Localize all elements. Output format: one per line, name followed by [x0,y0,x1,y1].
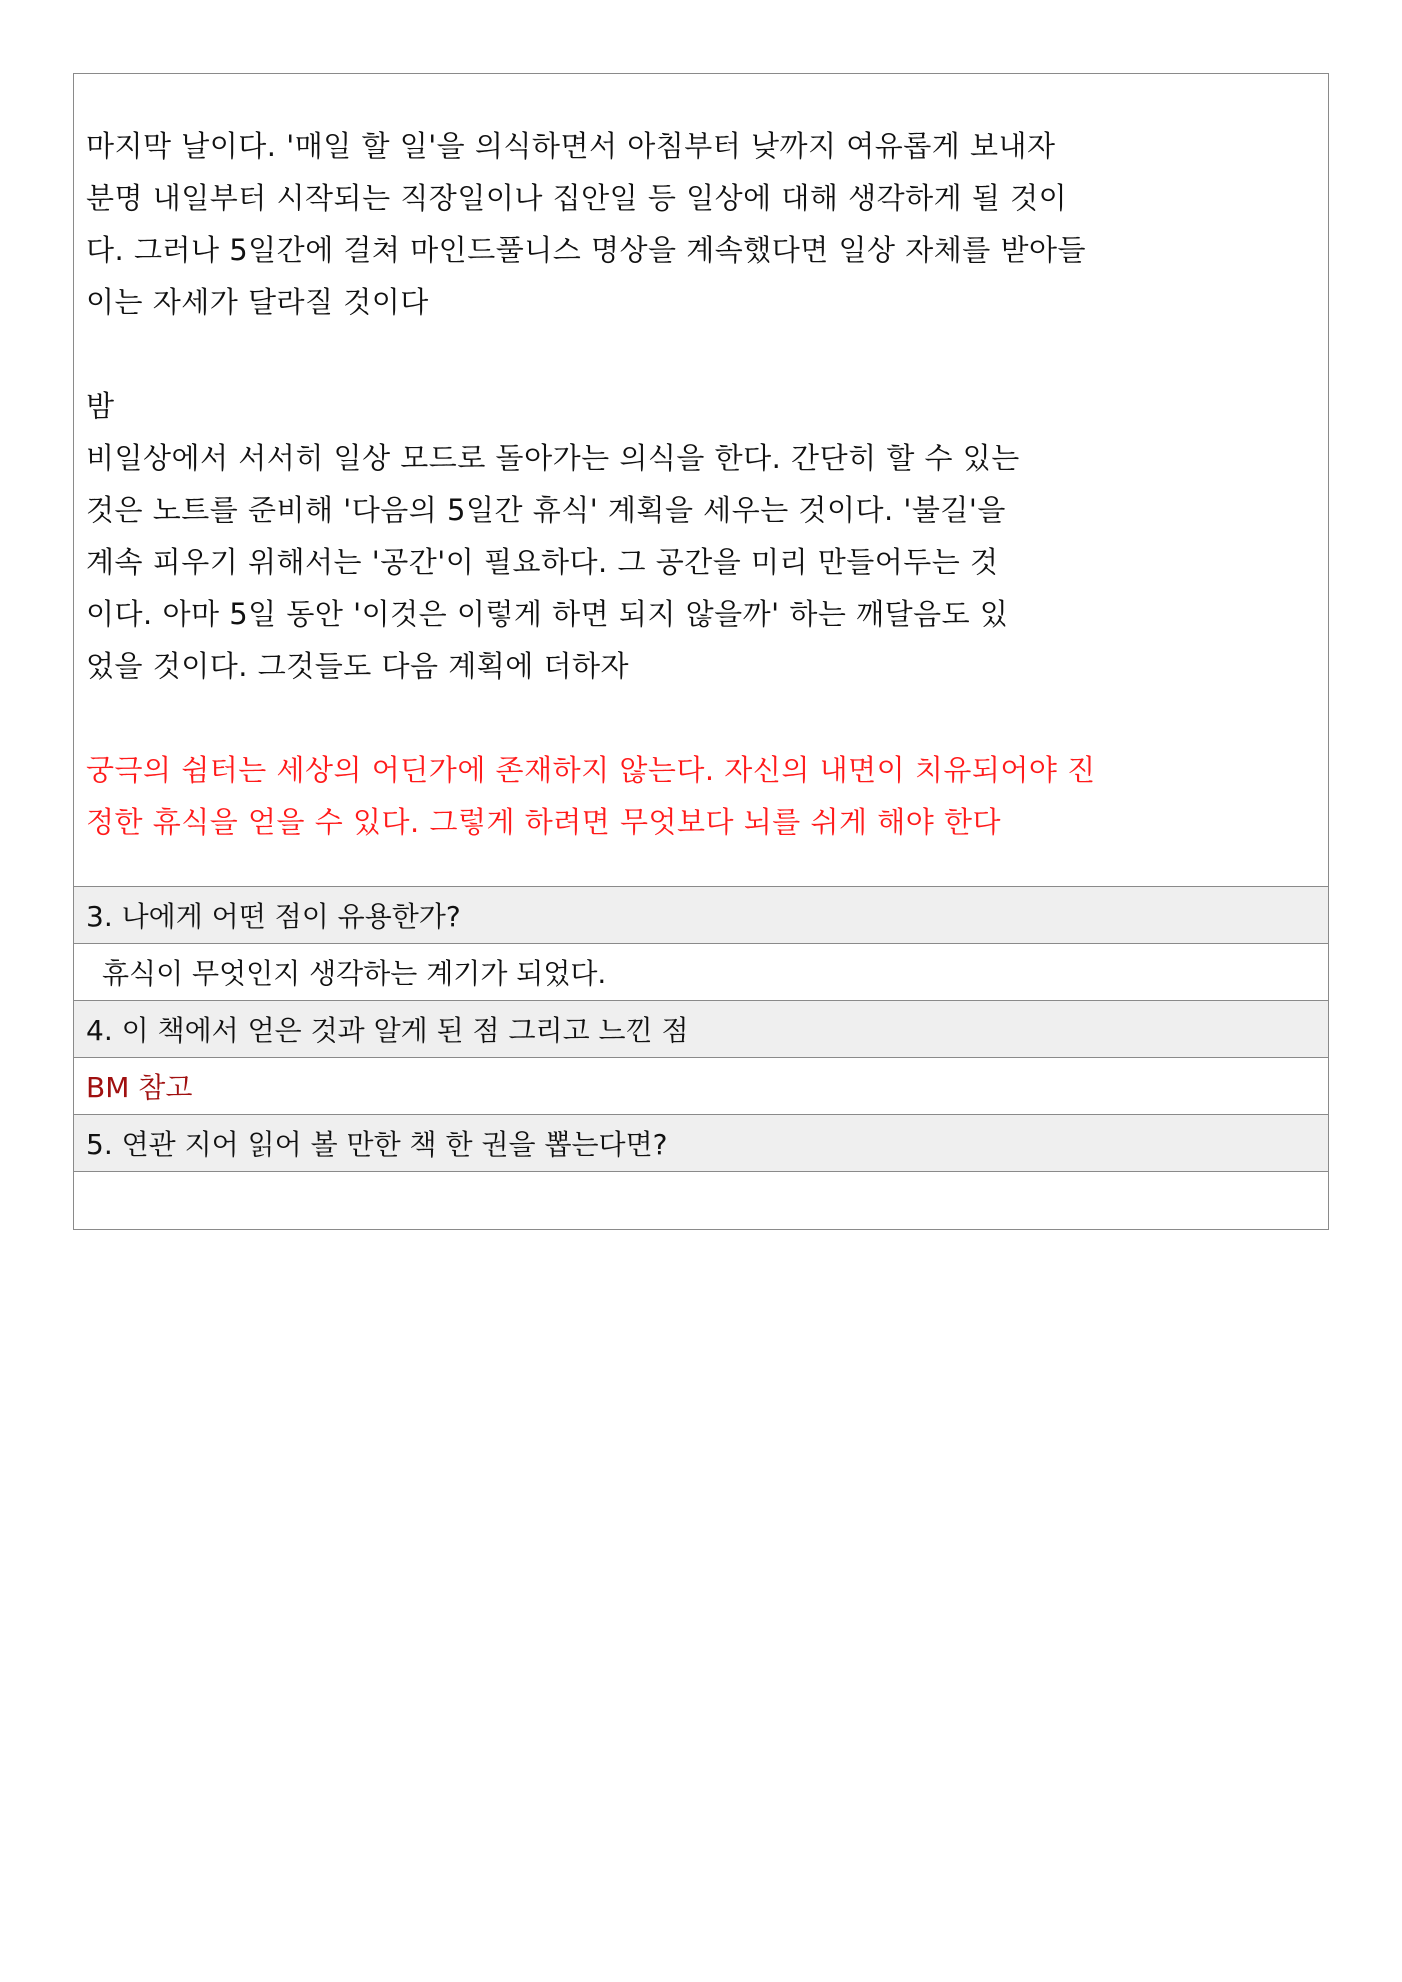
answer-5-row [74,1172,1328,1229]
question-3-row: 3. 나에게 어떤 점이 유용한가? [74,887,1328,944]
review-form-table [73,73,1329,1230]
body-text-cell [74,74,1328,887]
night-heading: 밤 [86,389,115,423]
night-paragraph: 비일상에서 서서히 일상 모드로 돌아가는 의식을 한다. 간단히 할 수 있는 것은 노트를 준비해 '다음의 5일간 휴식' 계획을 세우는 것이다. '불길'을 계속 피우기 위해서는 '공간'이 필요하다. 그 공간을 미리 만들어두는 것 이다. 아마 5일 동안 '이것은 이렇게 하면 되지 않을까' 하는 깨달음도 있 었을 것이다. 그것들도 다음 계획에 더하자 [86,441,1020,683]
paragraph-spacer [86,692,1308,744]
morning-paragraph: 마지막 날이다. '매일 할 일'을 의식하면서 아침부터 낮까지 여유롭게 보내자 분명 내일부터 시작되는 직장일이나 집안일 등 일상에 대해 생각하게 될 것이 다. 그러나 5일간에 걸쳐 마인드풀니스 명상을 계속했다면 일상 자체를 받아들 이는 자세가 달라질 것이다 [86,129,1087,319]
answer-3-row: 휴식이 무엇인지 생각하는 계기가 되었다. [74,944,1328,1001]
question-4-row: 4. 이 책에서 얻은 것과 알게 된 점 그리고 느낀 점 [74,1001,1328,1058]
answer-4-row: BM 참고 [74,1058,1328,1115]
paragraph-spacer [86,328,1308,380]
question-5-row: 5. 연관 지어 읽어 볼 만한 책 한 권을 뽑는다면? [74,1115,1328,1172]
highlight-quote: 궁극의 쉼터는 세상의 어딘가에 존재하지 않는다. 자신의 내면이 치유되어야 진 정한 휴식을 얻을 수 있다. 그렇게 하려면 무엇보다 뇌를 쉬게 해야 한다 [86,753,1096,839]
